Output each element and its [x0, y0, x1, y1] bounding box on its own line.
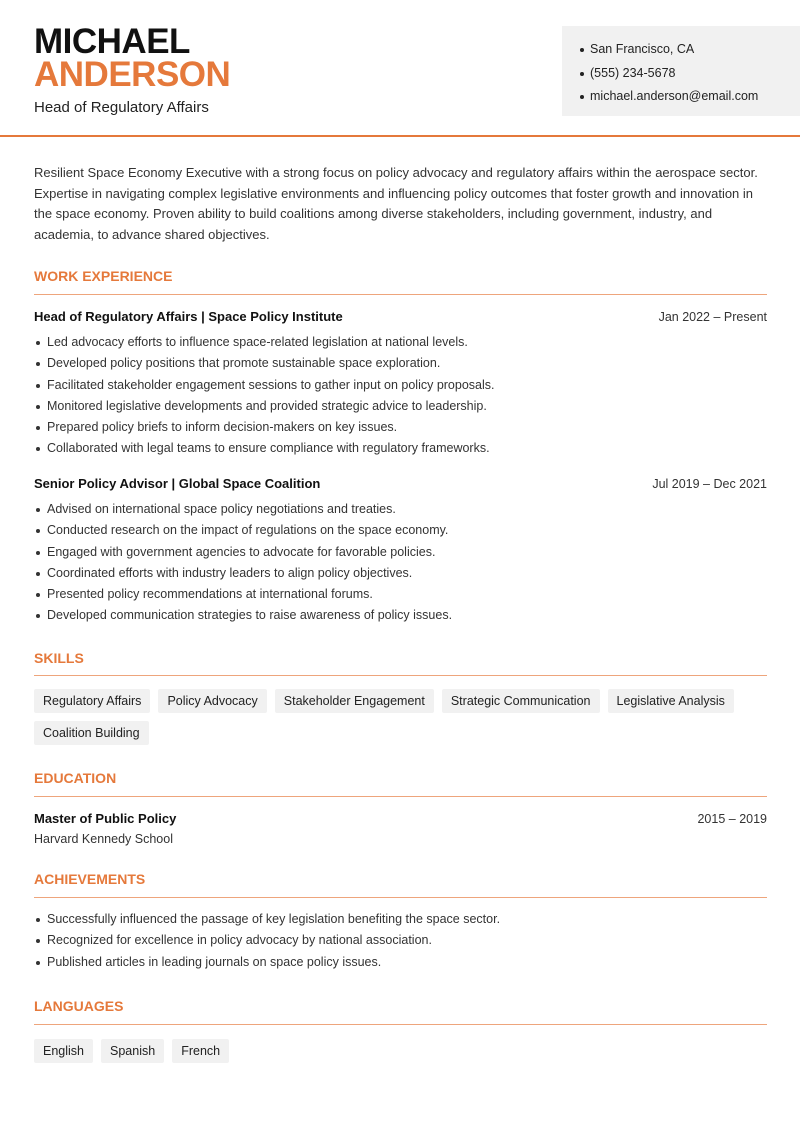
first-name: MICHAEL	[34, 22, 190, 61]
contact-phone: (555) 234-5678	[580, 62, 800, 86]
list-item: Recognized for excellence in policy advocacy by national association.	[34, 930, 767, 951]
job-role: Senior Policy Advisor | Global Space Coalition	[34, 476, 321, 491]
list-item: Collaborated with legal teams to ensure compliance with regulatory frameworks.	[34, 438, 767, 459]
resume-header	[0, 0, 800, 137]
language-tag: Spanish	[101, 1039, 164, 1063]
list-item: Presented policy recommendations at international forums.	[34, 584, 767, 605]
section-divider	[34, 897, 767, 898]
list-item: Coordinated efforts with industry leaders to align policy objectives.	[34, 563, 767, 584]
list-item: Led advocacy efforts to influence space-related legislation at national levels.	[34, 332, 767, 353]
job-bullets	[34, 499, 767, 627]
skill-tag: Stakeholder Engagement	[275, 689, 434, 713]
section-title-education: EDUCATION	[34, 770, 117, 786]
section-title-skills: SKILLS	[34, 650, 84, 666]
languages-list	[34, 1039, 774, 1063]
list-item: Engaged with government agencies to advocate for favorable policies.	[34, 542, 767, 563]
list-item: Facilitated stakeholder engagement sessions to gather input on policy proposals.	[34, 375, 767, 396]
contact-box	[562, 26, 800, 116]
list-item: Monitored legislative developments and provided strategic advice to leadership.	[34, 396, 767, 417]
job-dates: Jan 2022 – Present	[658, 310, 767, 324]
job-role: Head of Regulatory Affairs | Space Policy Institute	[34, 309, 343, 324]
list-item: Published articles in leading journals on space policy issues.	[34, 952, 767, 973]
section-divider	[34, 294, 767, 295]
language-tag: English	[34, 1039, 93, 1063]
education-dates: 2015 – 2019	[697, 812, 767, 826]
section-divider	[34, 1024, 767, 1025]
last-name: ANDERSON	[34, 55, 231, 94]
skills-list	[34, 689, 774, 745]
summary: Resilient Space Economy Executive with a strong focus on policy advocacy and regulatory affairs within the aerospace sector. Expertise in navigating complex legislative environments and influencing policy outcomes that foster growth and innovation in the space economy. Proven ability to build coalitions among diverse stakeholders, including government, industry, and academia, to advance shared objectives.	[34, 165, 758, 243]
section-divider	[34, 796, 767, 797]
job-header	[34, 308, 767, 326]
skill-tag: Strategic Communication	[442, 689, 600, 713]
section-divider	[34, 675, 767, 676]
list-item: Prepared policy briefs to inform decision-makers on key issues.	[34, 417, 767, 438]
education-school: Harvard Kennedy School	[34, 832, 173, 846]
contact-location: San Francisco, CA	[580, 38, 800, 62]
skill-tag: Regulatory Affairs	[34, 689, 150, 713]
list-item: Successfully influenced the passage of key legislation benefiting the space sector.	[34, 909, 767, 930]
list-item: Conducted research on the impact of regulations on the space economy.	[34, 520, 767, 541]
language-tag: French	[172, 1039, 229, 1063]
section-title-work: WORK EXPERIENCE	[34, 268, 173, 284]
list-item: Advised on international space policy negotiations and treaties.	[34, 499, 767, 520]
section-title-languages: LANGUAGES	[34, 998, 124, 1014]
skill-tag: Policy Advocacy	[158, 689, 266, 713]
job-header	[34, 475, 767, 493]
list-item: Developed policy positions that promote sustainable space exploration.	[34, 353, 767, 374]
education-degree: Master of Public Policy	[34, 811, 177, 826]
job-title: Head of Regulatory Affairs	[34, 99, 209, 116]
contact-email[interactable]: michael.anderson@email.com	[580, 85, 800, 109]
achievement-bullets	[34, 909, 767, 973]
job-dates: Jul 2019 – Dec 2021	[652, 477, 767, 491]
job-bullets	[34, 332, 767, 460]
section-title-achievements: ACHIEVEMENTS	[34, 871, 146, 887]
skill-tag: Coalition Building	[34, 721, 149, 745]
skill-tag: Legislative Analysis	[608, 689, 734, 713]
list-item: Developed communication strategies to raise awareness of policy issues.	[34, 605, 767, 626]
